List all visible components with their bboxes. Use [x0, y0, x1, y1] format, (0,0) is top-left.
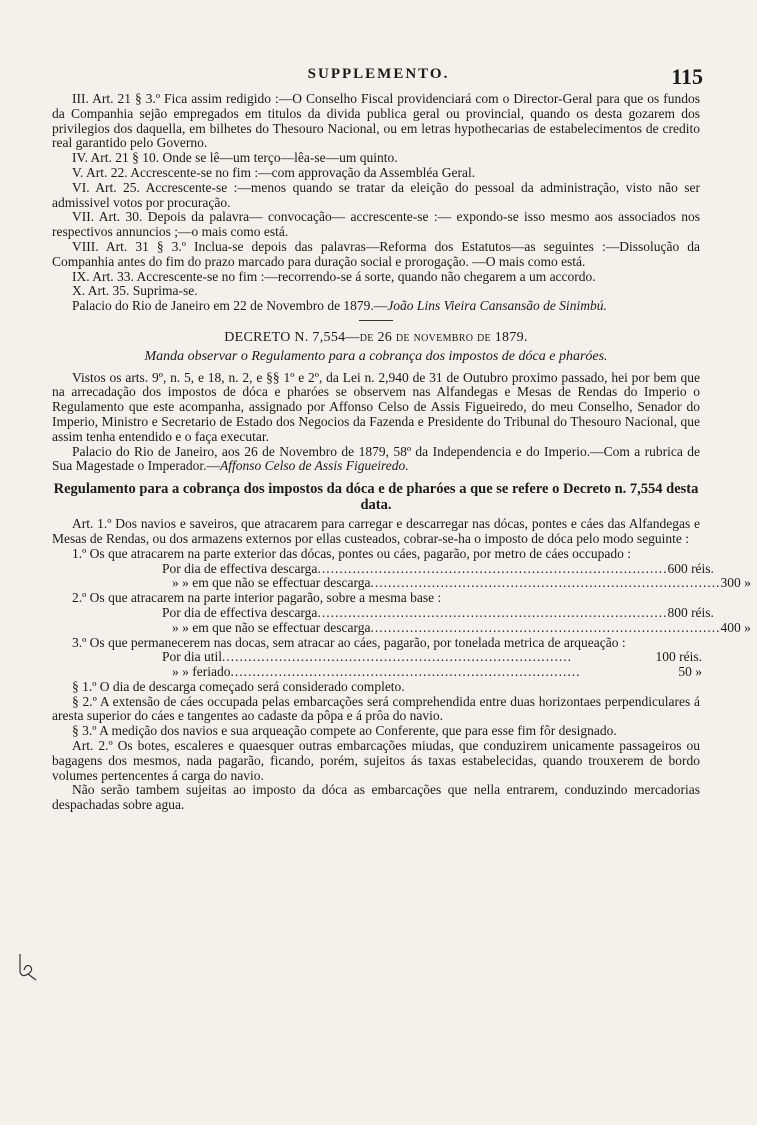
item-3: 3.º Os que permanecerem nas docas, sem atracar ao cáes, pagarão, por tonelada metrica de arqueação :: [72, 634, 626, 650]
decree-title: [52, 331, 700, 346]
decree-date: de 26 de novembro de 1879.: [359, 329, 528, 345]
fee-label: Por dia de effectiva descarga: [162, 604, 318, 620]
decree-body: Vistos os arts. 9º, n. 5, e 18, n. 2, e §§ 1º e 2º, da Lei n. 2,940 de 31 de Outubro proximo passado, hei por bem que na arrecadação dos impostos de dóca e pharóes se observem nas Alfandegas e Mesas de Rendas do Imperio o Regulamento que este acompanha, assignado por Affonso Celso de Assis Figueiredo, do meu Conselho, Senador do Imperio, Ministro e Secretario de Estado dos Negocios da Fazenda e Presidente do Tribunal do Thesouro Nacional, que assim tenha entendido e o faça executar.: [52, 369, 700, 444]
page-body: [52, 91, 751, 813]
amendment-4: IV. Art. 21 § 10. Onde se lê—um terço—lêa-se—um quinto.: [72, 150, 398, 166]
amendment-10: X. Art. 35. Suprima-se.: [72, 283, 198, 299]
amendment-6: VI. Art. 25. Accrescente-se :—menos quando se tratar da eleição do pessoal da administração, visto não ser admissivel votos por procuração.: [52, 179, 700, 210]
decree-closing-text: Palacio do Rio de Janeiro, aos 26 de Novembro de 1879, 58º da Independencia e do Imperio.—Com a rubrica de Sua Magestade o Imperador.—: [52, 443, 700, 474]
fee-row: » » feriado ................................................................................ 50 »: [172, 664, 702, 680]
decree-summary: Manda observar o Regulamento para a cobrança dos impostos de dóca e pharóes.: [144, 348, 608, 364]
fee-table-1: [52, 560, 751, 592]
signature-text: Palacio do Rio de Janeiro em 22 de Novembro de 1879.—: [72, 298, 388, 314]
handwritten-margin-mark: [14, 952, 40, 989]
margin-scribble-icon: [14, 952, 40, 982]
fee-value: 800 réis.: [667, 604, 714, 620]
article-2-continued: Não serão tambem sujeitas ao imposto da dóca as embarcações que nella entrarem, conduzindo mercadorias despachadas sobre agua.: [52, 782, 700, 813]
item-1: 1.º Os que atracarem na parte exterior das dócas, pontes ou cáes, pagarão, por metro de cáes occupado :: [72, 545, 631, 561]
fee-row: Por dia util ................................................................................ 100 réis.: [162, 649, 702, 665]
fee-row: Por dia de effectiva descarga ................................................................................ 800 réis.: [162, 604, 714, 620]
paragraph-3: § 3.º A medição dos navios e sua arqueação compete ao Conferente, que para esse fim fôr designado.: [72, 723, 617, 739]
amendment-3: III. Art. 21 § 3.º Fica assim redigido :—O Conselho Fiscal providenciará com o Director-Geral para que os fundos da Companhia sejão empregados em titulos da divida publica geral ou provincial, quando os desta gozarem dos privilegios dos daquella, em bilhetes do Thesouro Nacional, ou em letras hypothecarias de estabelecimentos de credito real garantido pelo Governo.: [52, 91, 700, 151]
decree-signatory: Affonso Celso de Assis Figueiredo.: [219, 458, 409, 474]
fee-label: Por dia de effectiva descarga: [162, 560, 318, 576]
amendment-8: VIII. Art. 31 § 3.º Inclua-se depois das palavras—Reforma dos Estatutos—as seguintes :—Dissolução da Companhia antes do fim do prazo marcado para duração social e prorogação. —O mais como está.: [52, 238, 700, 269]
signature-name: João Lins Vieira Cansansão de Sinimbú.: [387, 298, 607, 314]
fee-value: 100 réis.: [655, 649, 702, 665]
paragraph-2: § 2.º A extensão de cáes occupada pelas embarcações será comprehendida entre duas horizontaes perpendiculares á aresta superior do cáes e tangentes ao cadaste da pôpa e á prôa do navio.: [52, 693, 700, 724]
amendment-7: VII. Art. 30. Depois da palavra— convocação— accrescente-se :— expondo-se isso mesmo aos associados nos respectivos annuncios ;—o mais como está.: [52, 209, 700, 240]
fee-value: 400 »: [720, 619, 751, 635]
fee-table-2: [52, 604, 751, 636]
fee-value: 300 »: [720, 575, 751, 591]
article-2: Art. 2.º Os botes, escaleres e quaesquer outras embarcações miudas, que conduzirem unicamente passageiros ou bagagens dos mesmos, nada pagarão, ficando, porém, sujeitos ás taxas estabelecidas, quando trouxerem de bordo volumes pertencentes á carga do navio.: [52, 738, 700, 783]
fee-table-3: [52, 650, 700, 680]
running-head: SUPPLEMENTO.: [307, 66, 450, 82]
fee-label: » » em que não se effectuar descarga: [172, 575, 371, 591]
signature-line: [52, 299, 700, 314]
fee-row: » » em que não se effectuar descarga ................................................................................ 400 »: [172, 619, 751, 635]
decree-number: DECRETO N. 7,554—: [224, 329, 360, 345]
page-number: 115: [671, 64, 703, 89]
amendment-5: V. Art. 22. Accrescente-se no fim :—com approvação da Assembléa Geral.: [72, 164, 476, 180]
decree-closing: [52, 445, 700, 475]
fee-value: 50 »: [678, 664, 702, 680]
fee-label: » » feriado: [172, 664, 231, 680]
paragraph-1: § 1.º O dia de descarga começado será considerado completo.: [72, 678, 405, 694]
fee-row: Por dia de effectiva descarga ................................................................................ 600 réis.: [162, 560, 714, 576]
section-divider: [359, 320, 393, 321]
fee-value: 600 réis.: [667, 560, 714, 576]
item-2: 2.º Os que atracarem na parte interior pagarão, sobre a mesma base :: [72, 590, 442, 606]
page-header: [0, 64, 757, 88]
fee-label: Por dia util: [162, 649, 222, 665]
article-1: Art. 1.º Dos navios e saveiros, que atracarem para carregar e descarregar nas dócas, pontes e cáes das Alfandegas e Mesas de Rendas, ou dos armazens externos por ellas custeados, cobrar-se-ha o imposto de dóca pelo modo seguinte :: [52, 516, 700, 546]
fee-row: » » em que não se effectuar descarga ................................................................................ 300 »: [172, 575, 751, 591]
amendment-9: IX. Art. 33. Accrescente-se no fim :—recorrendo-se á sorte, quando não chegarem a um accordo.: [72, 268, 596, 284]
regulation-title: Regulamento para a cobrança dos impostos da dóca e de pharóes a que se refere o Decreto n. 7,554 desta data.: [53, 481, 699, 513]
fee-label: » » em que não se effectuar descarga: [172, 619, 371, 635]
